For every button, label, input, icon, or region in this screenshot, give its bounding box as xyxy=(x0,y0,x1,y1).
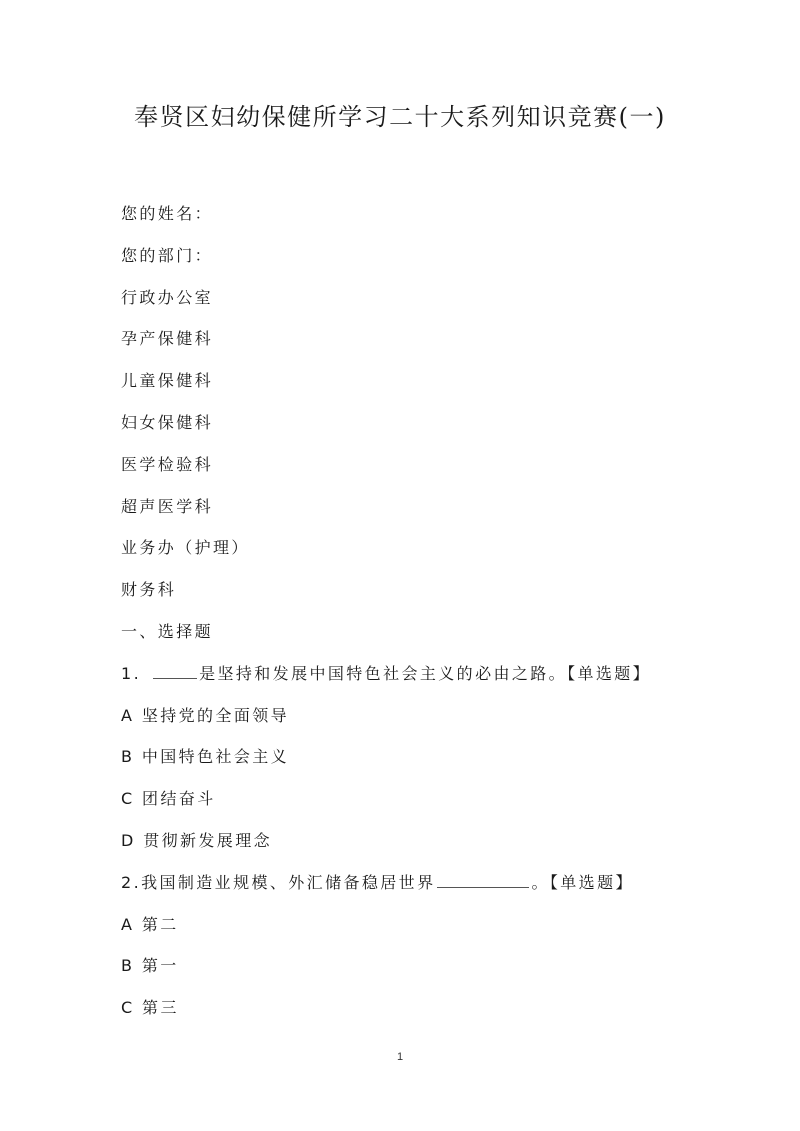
question-text: 我国制造业规模、外汇储备稳居世界 xyxy=(141,872,436,892)
department-option: 医学检验科 xyxy=(121,454,214,474)
department-option: 妇女保健科 xyxy=(121,412,214,432)
document-body xyxy=(121,200,741,1036)
fill-in-blank xyxy=(153,661,197,679)
department-field-label: 您的部门： xyxy=(121,245,214,265)
section-title: 一、选择题 xyxy=(121,621,214,641)
question-number: 2. xyxy=(121,872,142,892)
name-field-label: 您的姓名： xyxy=(121,204,214,223)
fill-in-blank xyxy=(437,870,529,888)
answer-option: A 坚持党的全面领导 xyxy=(121,705,290,725)
document-title: 奉贤区妇幼保健所学习二十大系列知识竞赛(一) xyxy=(134,103,666,131)
answer-option: C 团结奋斗 xyxy=(121,789,216,809)
question-text: 是坚持和发展中国特色社会主义的必由之路。【单选题】 xyxy=(199,663,652,683)
answer-option: D 贯彻新发展理念 xyxy=(121,830,273,850)
department-option: 财务科 xyxy=(121,580,177,600)
page-number: 1 xyxy=(396,1051,404,1063)
answer-option: A 第二 xyxy=(121,914,179,934)
department-option: 行政办公室 xyxy=(121,287,214,307)
question-2 xyxy=(121,869,741,911)
department-option: 业务办（护理） xyxy=(121,538,250,558)
answer-option: C 第三 xyxy=(121,998,179,1018)
department-option: 超声医学科 xyxy=(121,496,214,516)
department-option: 儿童保健科 xyxy=(121,371,214,391)
question-text-end: 。【单选题】 xyxy=(531,872,634,892)
question-number: 1. xyxy=(121,663,142,683)
question-1 xyxy=(121,660,741,702)
answer-option: B 第一 xyxy=(121,956,179,976)
answer-option: B 中国特色社会主义 xyxy=(121,747,290,767)
department-option: 孕产保健科 xyxy=(121,329,214,349)
